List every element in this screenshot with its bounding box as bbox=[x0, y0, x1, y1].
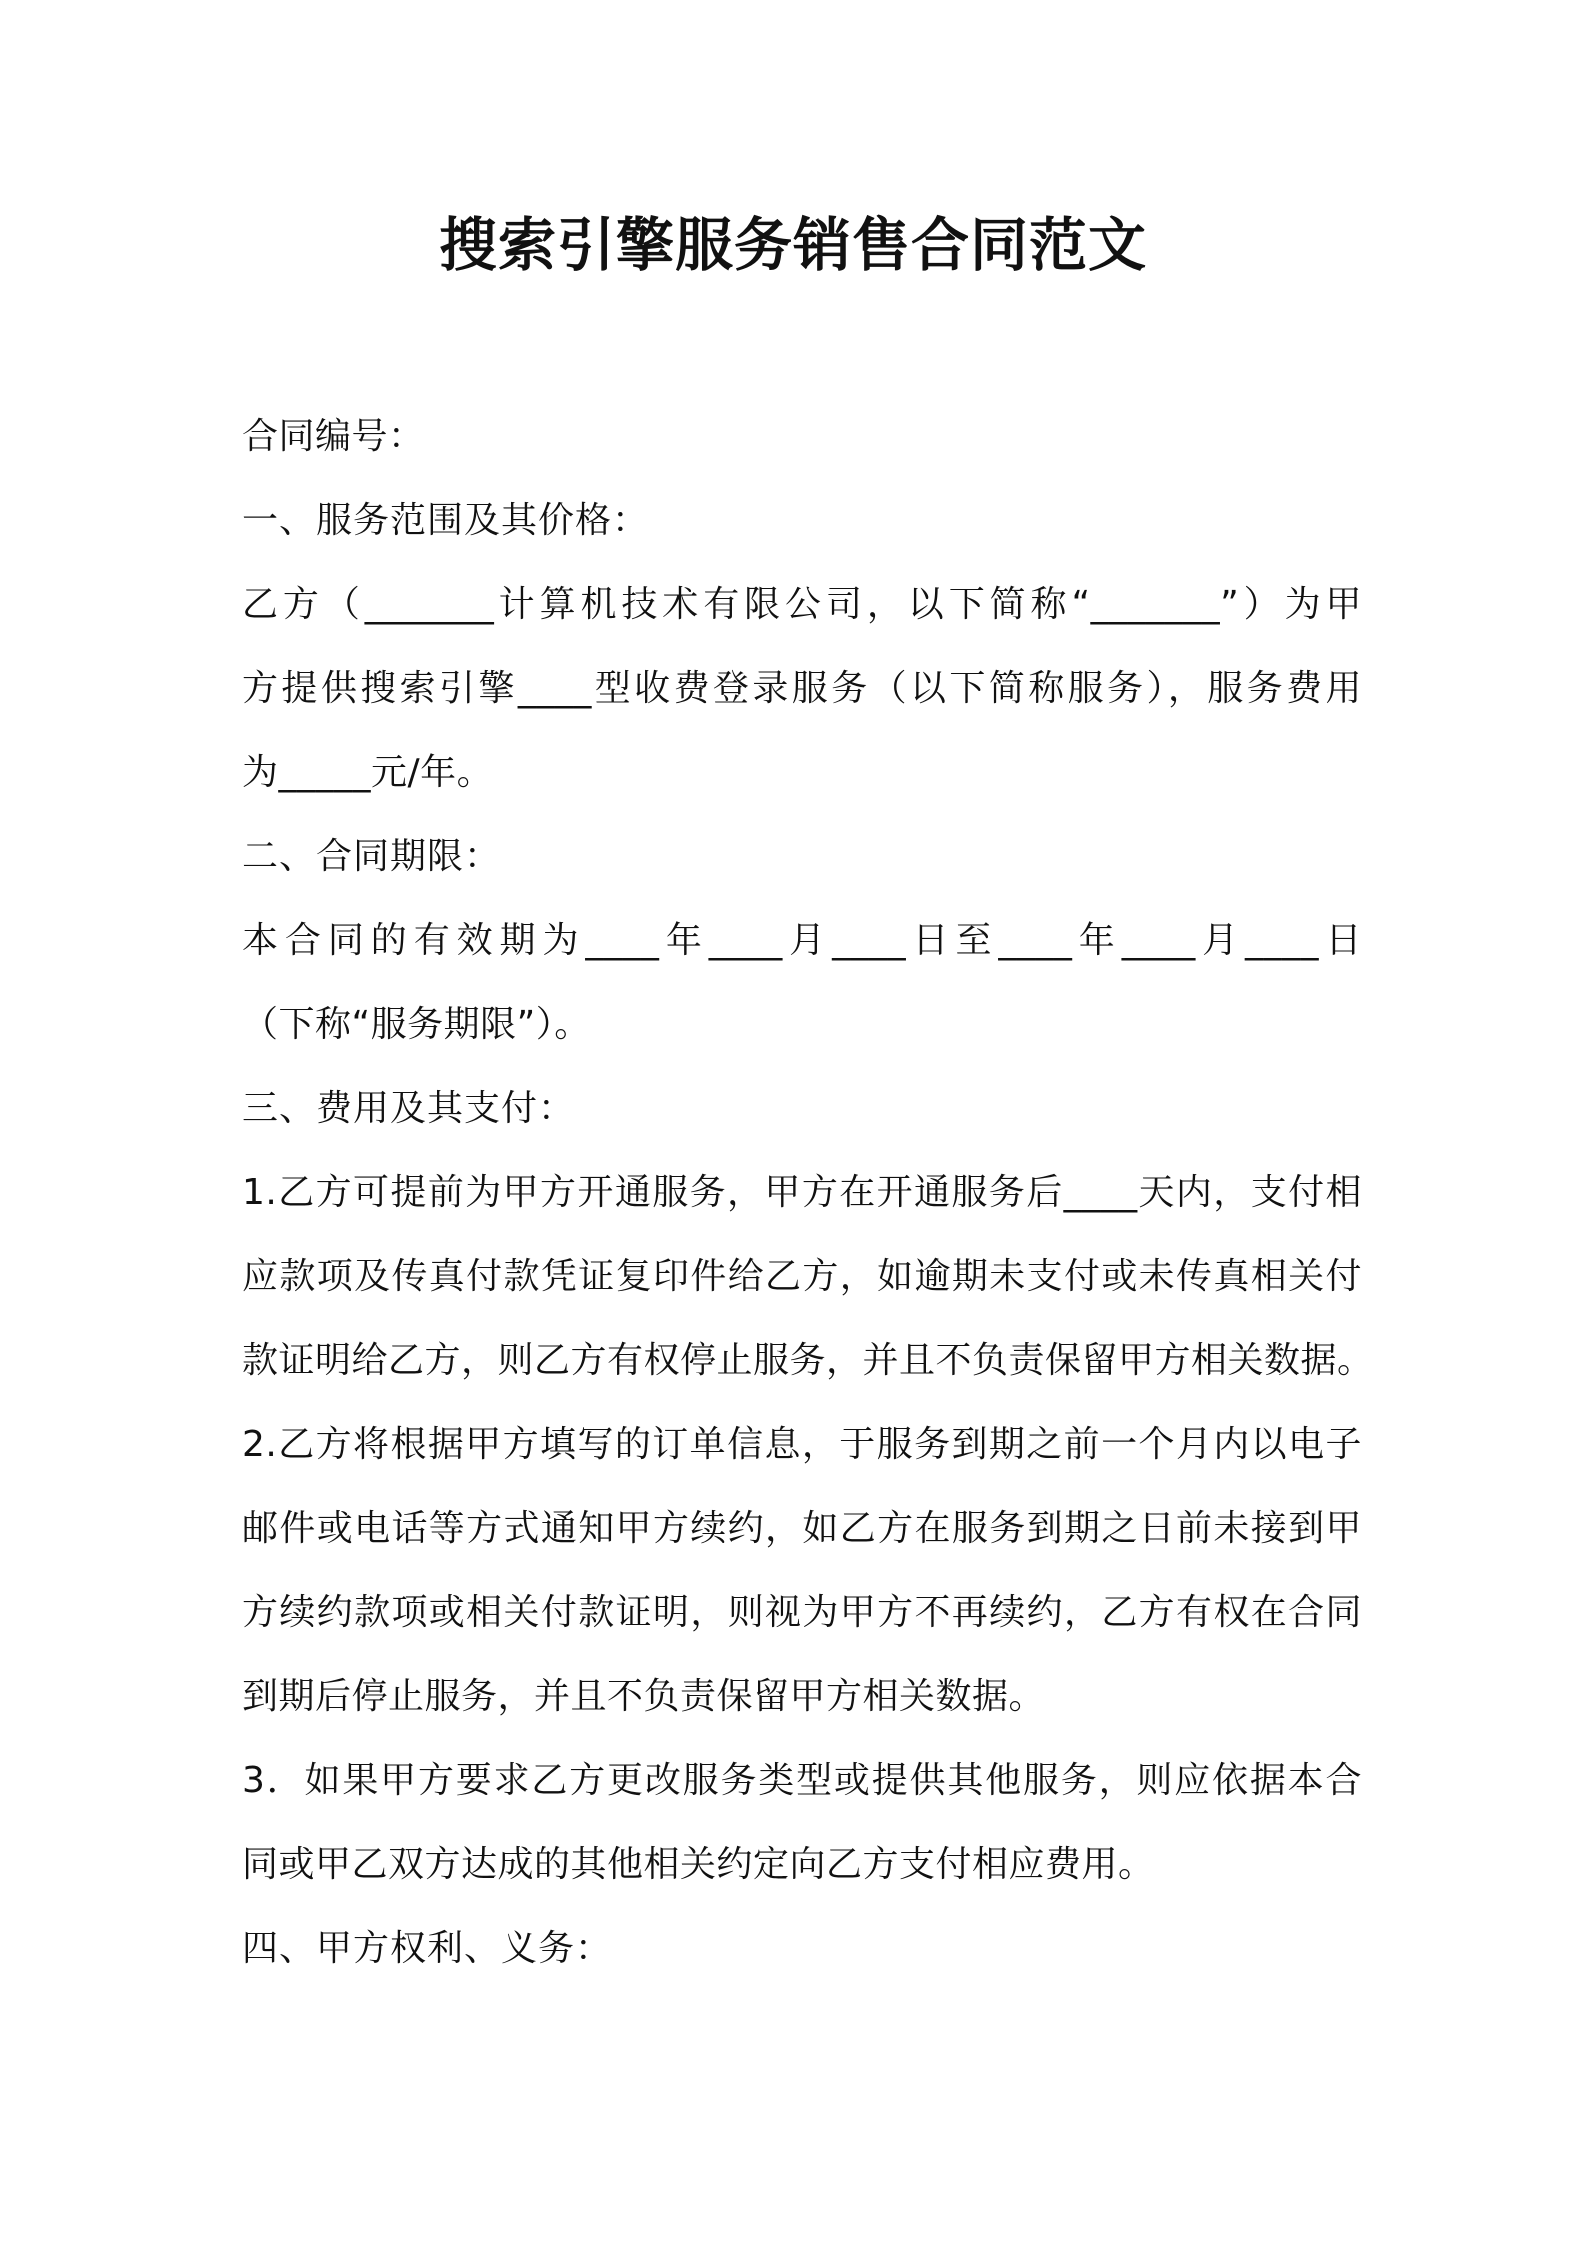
paragraph-line: 同或甲乙双方达成的其他相关约定向乙方支付相应费用。 bbox=[242, 1844, 1155, 1885]
paragraph-line: 邮件或电话等方式通知甲方续约，如乙方在服务到期之日前未接到甲 bbox=[242, 1508, 1362, 1549]
paragraph-line: 应款项及传真付款凭证复印件给乙方，如逾期未支付或未传真相关付 bbox=[242, 1256, 1362, 1297]
paragraph-line: 1.乙方可提前为甲方开通服务，甲方在开通服务后____天内，支付相 bbox=[242, 1172, 1362, 1213]
section-heading-2: 二、合同期限： bbox=[242, 836, 502, 877]
paragraph-line: 3．如果甲方要求乙方更改服务类型或提供其他服务，则应依据本合 bbox=[242, 1760, 1362, 1801]
paragraph-line: 本合同的有效期为____年____月____日至____年____月____日 bbox=[242, 920, 1362, 961]
document-title: 搜索引擎服务销售合同范文 bbox=[438, 211, 1147, 279]
section-heading-4: 四、甲方权利、义务： bbox=[242, 1928, 613, 1969]
paragraph-line: 2.乙方将根据甲方填写的订单信息，于服务到期之前一个月内以电子 bbox=[242, 1424, 1362, 1465]
section-heading-1: 一、服务范围及其价格： bbox=[242, 500, 650, 541]
paragraph-line: （下称“服务期限”）。 bbox=[242, 1004, 591, 1045]
paragraph-line: 款证明给乙方，则乙方有权停止服务，并且不负责保留甲方相关数据。 bbox=[242, 1340, 1374, 1381]
document-body bbox=[242, 395, 1374, 1991]
paragraph-line: 到期后停止服务，并且不负责保留甲方相关数据。 bbox=[242, 1676, 1046, 1717]
section-heading-3: 三、费用及其支付： bbox=[242, 1088, 576, 1129]
paragraph-line: 方续约款项或相关付款证明，则视为甲方不再续约，乙方有权在合同 bbox=[242, 1592, 1362, 1633]
contract-number-label: 合同编号： bbox=[242, 416, 425, 457]
paragraph-line: 方提供搜索引擎____型收费登录服务（以下简称服务），服务费用 bbox=[242, 668, 1362, 709]
paragraph-line: 乙方（_______计算机技术有限公司，以下简称“_______”）为甲 bbox=[242, 584, 1362, 625]
paragraph-line: 为_____元/年。 bbox=[242, 752, 494, 793]
